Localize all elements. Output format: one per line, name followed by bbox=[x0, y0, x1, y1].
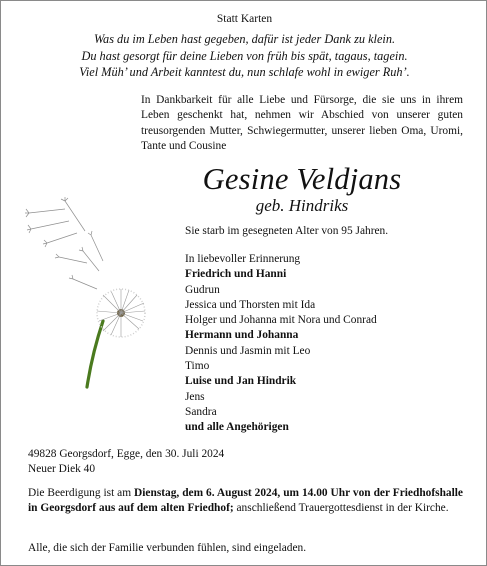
mourner-line: Sandra bbox=[185, 405, 217, 418]
place-date: 49828 Georgsdorf, Egge, den 30. Juli 2024 bbox=[28, 448, 225, 460]
poem-line: Viel Müh’ und Arbeit kanntest du, nun schlafe wohl in ewiger Ruh’. bbox=[79, 65, 410, 80]
mourners-list bbox=[185, 252, 475, 436]
poem bbox=[1, 31, 487, 81]
funeral-intro: Die Beerdigung ist am bbox=[28, 487, 135, 499]
mourner-line: Jessica und Thorsten mit Ida bbox=[185, 298, 316, 311]
mourner-line: und alle Angehörigen bbox=[185, 421, 289, 434]
funeral-suffix: anschließend Trauergottesdienst in der Kirche. bbox=[233, 502, 449, 515]
mourner-line: Holger und Johanna mit Nora und Conrad bbox=[185, 314, 377, 327]
poem-line: Was du im Leben hast gegeben, dafür ist jeder Dank zu klein. bbox=[93, 32, 396, 46]
header-statt-karten: Statt Karten bbox=[216, 13, 273, 25]
intro-text: In Dankbarkeit für alle Liebe und Fürsorge, die sie uns in ihrem Leben geschenkt hat, nehmen wir Abschied von unserer guten treusorgenden Mutter, Schwiegermutter, unserer lieben Oma, Uromi, Tante und Cousine bbox=[141, 94, 463, 153]
mourner-line: Jens bbox=[185, 390, 205, 403]
invitation: Alle, die sich der Familie verbunden fühlen, sind eingeladen. bbox=[28, 542, 307, 554]
mourner-line: Luise und Jan Hindrik bbox=[185, 375, 297, 388]
mourner-line: In liebevoller Erinnerung bbox=[185, 253, 301, 265]
deceased-name: Gesine Veldjans bbox=[202, 162, 402, 196]
address: Neuer Diek 40 bbox=[28, 462, 96, 475]
dandelion-stem bbox=[87, 321, 103, 387]
poem-line: Du hast gesorgt für deine Lieben von früh bis spät, tagaus, tagein. bbox=[81, 48, 408, 63]
flying-seeds bbox=[25, 197, 103, 289]
dandelion-seed-head bbox=[97, 289, 145, 337]
mourner-line: Friedrich und Hanni bbox=[185, 268, 287, 281]
mourner-line: Gudrun bbox=[185, 283, 220, 296]
mourner-line: Hermann und Johanna bbox=[185, 329, 299, 342]
mourner-line: Dennis und Jasmin mit Leo bbox=[185, 344, 311, 357]
funeral-info bbox=[28, 486, 463, 517]
place-and-address bbox=[28, 447, 224, 477]
funeral-details: Dienstag, dem 6. August 2024, um 14.00 Uhr von der Friedhofshalle in Georgsdorf aus auf dem alten Friedhof; bbox=[28, 487, 463, 515]
mourner-line: Timo bbox=[185, 360, 210, 373]
death-line: Sie starb im gesegneten Alter von 95 Jahren. bbox=[185, 225, 389, 237]
maiden-name: geb. Hindriks bbox=[255, 196, 349, 215]
